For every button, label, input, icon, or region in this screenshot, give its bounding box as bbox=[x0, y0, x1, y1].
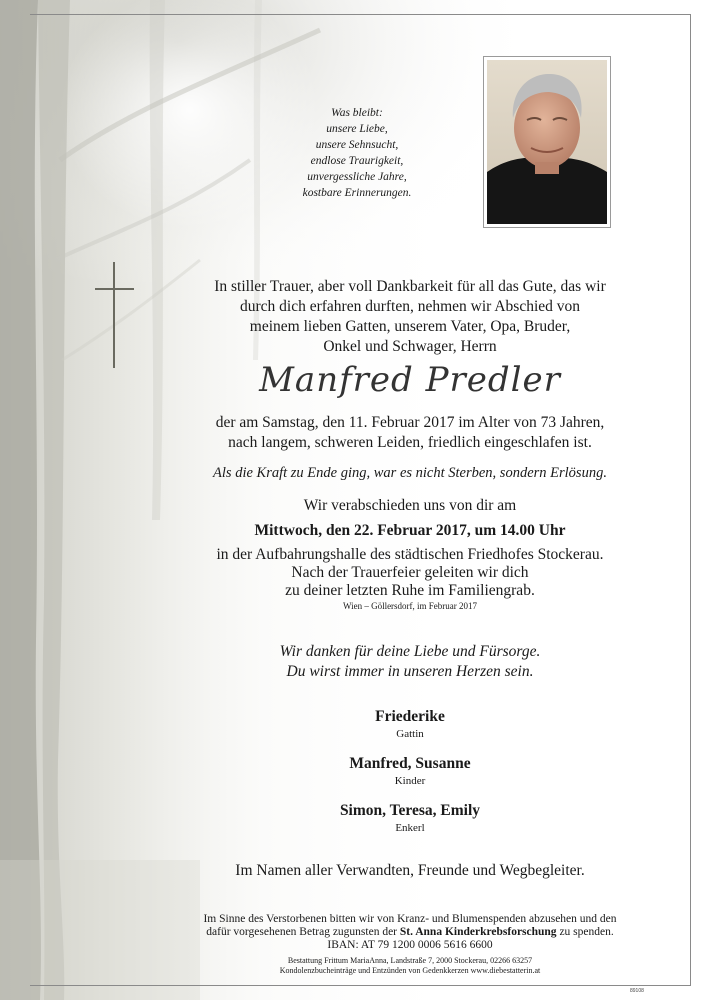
portrait-image bbox=[487, 60, 607, 224]
funeral-home-info bbox=[180, 956, 640, 976]
place-line: in der Aufbahrungshalle des städtischen Friedhofes Stockerau. bbox=[216, 546, 604, 563]
thanks-text bbox=[200, 642, 620, 682]
iban: IBAN: AT 79 1200 0006 5616 6600 bbox=[327, 939, 493, 951]
cross-icon bbox=[113, 262, 115, 368]
deceased-name: Manfred Predler bbox=[259, 360, 561, 400]
closing-text: Im Namen aller Verwandten, Freunde und Wegbegleiter. bbox=[235, 862, 585, 879]
intro-line: meinem lieben Gatten, unserem Vater, Opa, Bruder, bbox=[249, 318, 571, 335]
portrait-photo bbox=[487, 60, 607, 224]
mourner-names: Friederike bbox=[375, 708, 445, 725]
donation-note bbox=[170, 913, 650, 952]
place-line: Nach der Trauerfeier geleiten wir dich bbox=[291, 564, 529, 581]
thanks-line: Du wirst immer in unseren Herzen sein. bbox=[286, 663, 534, 680]
donation-line bbox=[170, 926, 650, 939]
mourner-names: Manfred, Susanne bbox=[349, 755, 471, 772]
saying: Als die Kraft zu Ende ging, war es nicht Sterben, sondern Erlösung. bbox=[213, 465, 607, 481]
memorial-quote bbox=[282, 105, 432, 201]
mourner-names: Simon, Teresa, Emily bbox=[339, 802, 481, 819]
mourner-relation: Gattin bbox=[396, 728, 424, 740]
city-date: Wien – Göllersdorf, im Februar 2017 bbox=[342, 601, 478, 611]
donation-text: zu spenden. bbox=[556, 926, 614, 938]
intro-text bbox=[190, 277, 630, 357]
death-line: nach langem, schweren Leiden, friedlich eingeschlafen ist. bbox=[228, 434, 592, 451]
quote-line: unsere Liebe, bbox=[326, 123, 388, 135]
ceremony-place bbox=[170, 546, 650, 600]
quote-line: unsere Sehnsucht, bbox=[315, 139, 399, 151]
place-line: zu deiner letzten Ruhe im Familiengrab. bbox=[285, 582, 535, 599]
farewell-text: Wir verabschieden uns von dir am bbox=[303, 497, 517, 514]
intro-line: In stiller Trauer, aber voll Dankbarkeit für all das Gute, das wir bbox=[214, 278, 606, 295]
funeral-line: Kondolenzbucheinträge und Entzünden von Gedenkkerzen www.diebestatterin.at bbox=[279, 966, 541, 975]
intro-line: Onkel und Schwager, Herrn bbox=[323, 338, 497, 355]
charity-name: St. Anna Kinderkrebsforschung bbox=[399, 926, 557, 938]
donation-text: dafür vorgesehenen Betrag zugunsten der bbox=[206, 926, 400, 938]
donation-line: Im Sinne des Verstorbenen bitten wir von Kranz- und Blumenspenden abzusehen und den bbox=[203, 913, 617, 925]
mourner-relation: Kinder bbox=[394, 775, 426, 787]
funeral-line: Bestattung Frittum MariaAnna, Landstraße 7, 2000 Stockerau, 02266 63257 bbox=[287, 956, 533, 965]
footer-code: 89108 bbox=[630, 988, 644, 994]
quote-line: kostbare Erinnerungen. bbox=[302, 187, 412, 199]
quote-line: Was bleibt: bbox=[331, 107, 383, 119]
death-details bbox=[180, 413, 640, 453]
quote-line: unvergessliche Jahre, bbox=[307, 171, 407, 183]
thanks-line: Wir danken für deine Liebe und Fürsorge. bbox=[279, 643, 541, 660]
quote-line: endlose Traurigkeit, bbox=[310, 155, 404, 167]
intro-line: durch dich erfahren durften, nehmen wir Abschied von bbox=[239, 298, 581, 315]
cross-icon-bar bbox=[95, 288, 134, 290]
mourner-relation: Enkerl bbox=[395, 822, 425, 834]
death-line: der am Samstag, den 11. Februar 2017 im Alter von 73 Jahren, bbox=[215, 414, 605, 431]
ceremony-date: Mittwoch, den 22. Februar 2017, um 14.00 Uhr bbox=[254, 522, 566, 539]
portrait-frame bbox=[483, 56, 611, 228]
